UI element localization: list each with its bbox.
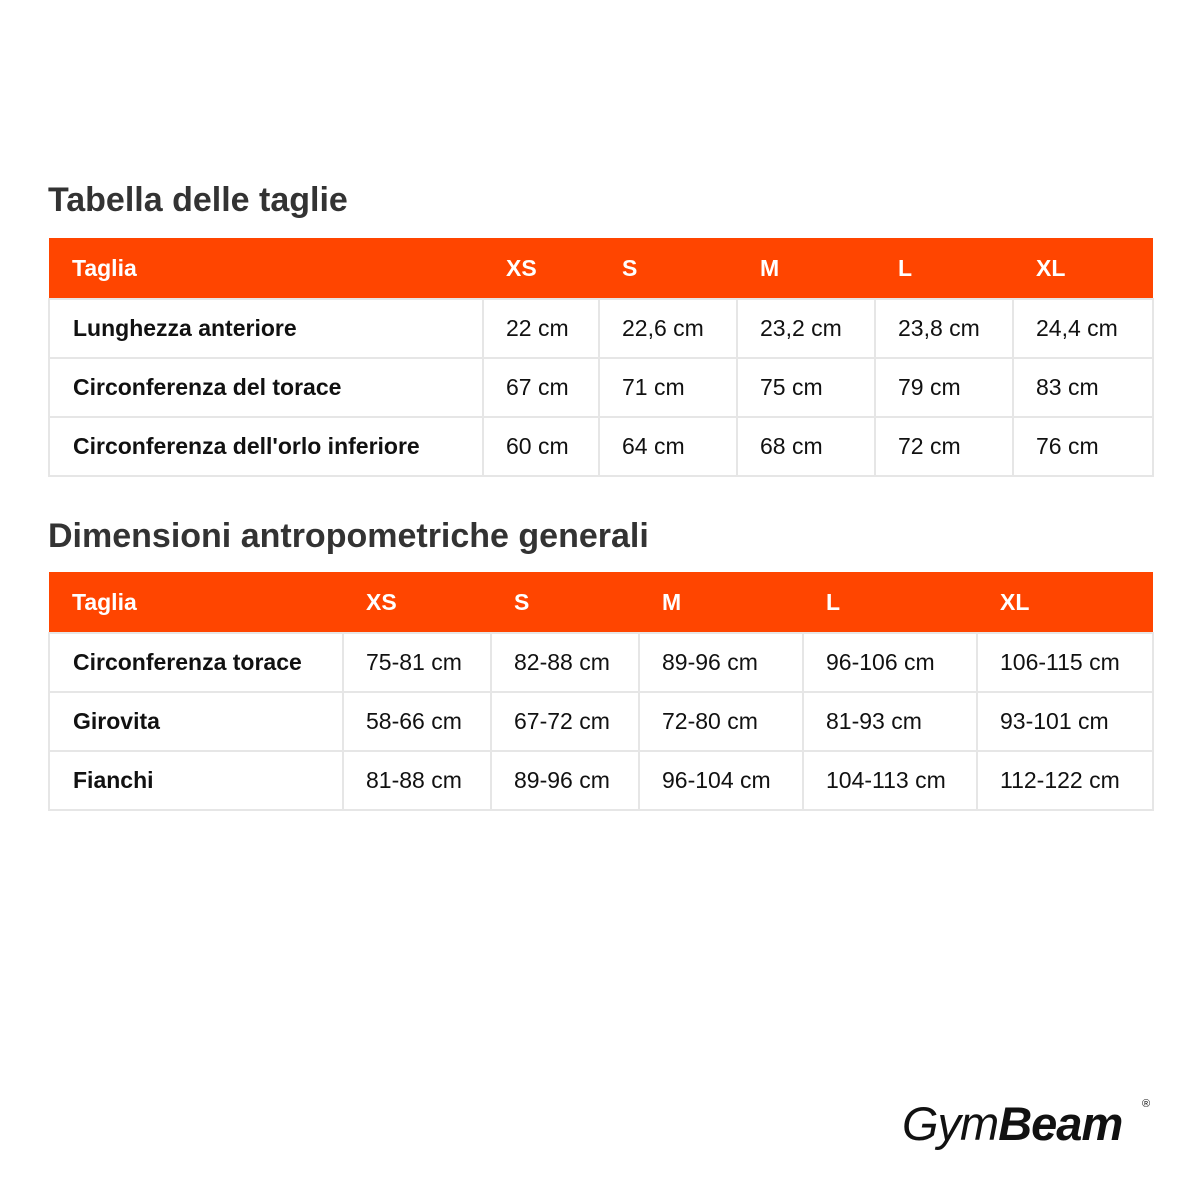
table-cell: 82-88 cm [491, 633, 639, 692]
table-cell: 68 cm [737, 417, 875, 476]
column-header-m: M [639, 572, 803, 633]
body-measurements-table [48, 572, 1154, 811]
table-cell: 64 cm [599, 417, 737, 476]
column-header-l: L [875, 238, 1013, 299]
row-label: Fianchi [49, 751, 343, 810]
table-cell: 22 cm [483, 299, 599, 358]
table-cell: 58-66 cm [343, 692, 491, 751]
table-cell: 67 cm [483, 358, 599, 417]
table-header-row [49, 572, 1153, 633]
column-header-xl: XL [977, 572, 1153, 633]
column-header-size: Taglia [49, 238, 483, 299]
table-cell: 89-96 cm [639, 633, 803, 692]
gymbeam-logo [902, 1096, 1151, 1151]
table-cell: 24,4 cm [1013, 299, 1153, 358]
table-cell: 76 cm [1013, 417, 1153, 476]
column-header-xl: XL [1013, 238, 1153, 299]
logo-text-gym: Gym [902, 1097, 999, 1150]
table-cell: 106-115 cm [977, 633, 1153, 692]
column-header-size: Taglia [49, 572, 343, 633]
column-header-xs: XS [483, 238, 599, 299]
table-row [49, 751, 1153, 810]
logo-text-beam: Beam [998, 1097, 1123, 1150]
table-cell: 67-72 cm [491, 692, 639, 751]
column-header-s: S [491, 572, 639, 633]
table-cell: 83 cm [1013, 358, 1153, 417]
table-cell: 112-122 cm [977, 751, 1153, 810]
table-header-row [49, 238, 1153, 299]
table-row [49, 299, 1153, 358]
table-cell: 75 cm [737, 358, 875, 417]
size-chart-table [48, 238, 1154, 477]
row-label: Circonferenza torace [49, 633, 343, 692]
row-label: Girovita [49, 692, 343, 751]
table-cell: 75-81 cm [343, 633, 491, 692]
registered-mark: ® [1142, 1098, 1151, 1110]
table-cell: 96-104 cm [639, 751, 803, 810]
table-cell: 23,2 cm [737, 299, 875, 358]
column-header-l: L [803, 572, 977, 633]
table-row [49, 417, 1153, 476]
row-label: Circonferenza del torace [49, 358, 483, 417]
column-header-m: M [737, 238, 875, 299]
row-label: Lunghezza anteriore [49, 299, 483, 358]
table-row [49, 633, 1153, 692]
table-row [49, 358, 1153, 417]
table-cell: 71 cm [599, 358, 737, 417]
table-cell: 72-80 cm [639, 692, 803, 751]
table-cell: 81-88 cm [343, 751, 491, 810]
table-cell: 89-96 cm [491, 751, 639, 810]
body-measurements-title: Dimensioni antropometriche generali [48, 517, 649, 555]
size-chart-title: Tabella delle taglie [48, 181, 348, 219]
table-cell: 96-106 cm [803, 633, 977, 692]
table-cell: 81-93 cm [803, 692, 977, 751]
table-cell: 22,6 cm [599, 299, 737, 358]
table-row [49, 692, 1153, 751]
table-cell: 79 cm [875, 358, 1013, 417]
table-cell: 23,8 cm [875, 299, 1013, 358]
table-cell: 60 cm [483, 417, 599, 476]
table-cell: 72 cm [875, 417, 1013, 476]
table-cell: 93-101 cm [977, 692, 1153, 751]
column-header-s: S [599, 238, 737, 299]
row-label: Circonferenza dell'orlo inferiore [49, 417, 483, 476]
column-header-xs: XS [343, 572, 491, 633]
table-cell: 104-113 cm [803, 751, 977, 810]
